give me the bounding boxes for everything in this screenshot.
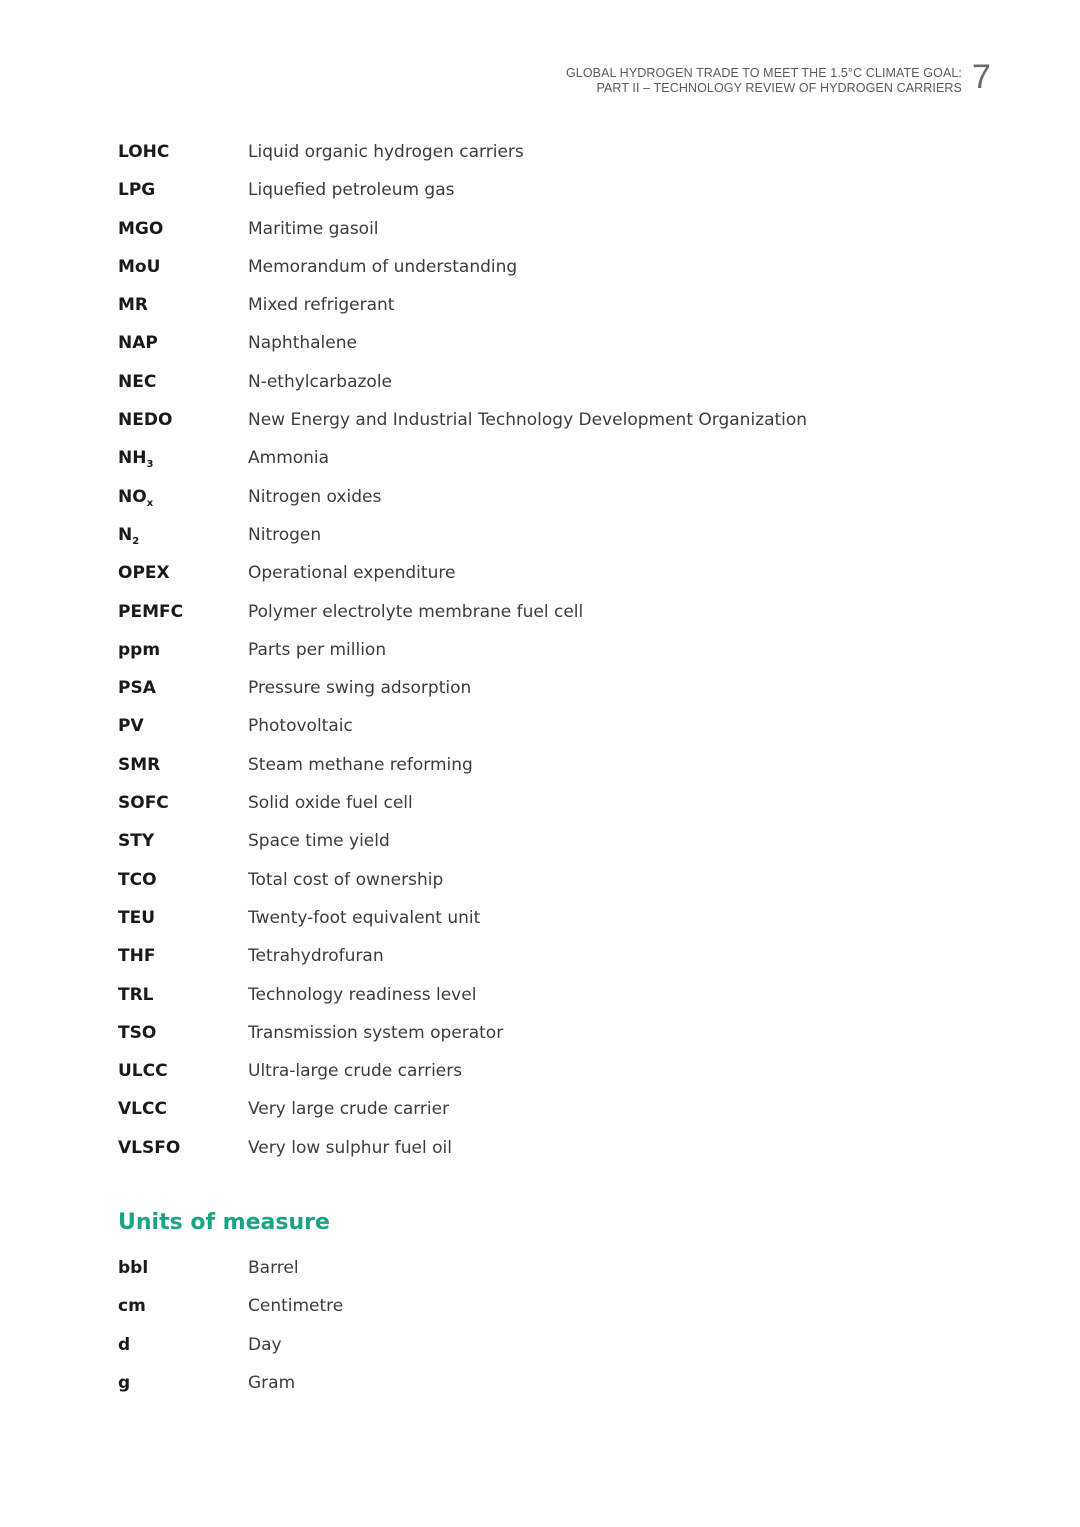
abbreviation-definition: Nitrogen bbox=[248, 524, 322, 545]
abbreviation-row bbox=[118, 289, 807, 327]
abbreviation-row bbox=[118, 979, 807, 1017]
abbreviation-definition: Photovoltaic bbox=[248, 716, 353, 737]
abbreviation-term bbox=[118, 481, 248, 513]
abbreviation-term-text: NEC bbox=[118, 371, 157, 392]
unit-row bbox=[118, 1329, 343, 1367]
abbreviation-row bbox=[118, 1055, 807, 1093]
unit-row bbox=[118, 1367, 343, 1405]
abbreviation-row bbox=[118, 251, 807, 289]
abbreviation-definition: Maritime gasoil bbox=[248, 218, 379, 239]
abbreviation-term-text: bbl bbox=[118, 1258, 149, 1278]
abbreviation-term-text: TEU bbox=[118, 907, 156, 928]
abbreviation-row bbox=[118, 825, 807, 863]
abbreviation-row bbox=[118, 672, 807, 710]
abbreviation-term bbox=[118, 213, 248, 245]
abbreviation-subscript: 3 bbox=[146, 459, 154, 471]
abbreviation-term bbox=[118, 519, 248, 551]
abbreviation-row bbox=[118, 174, 807, 212]
abbreviation-term-text: d bbox=[118, 1334, 131, 1355]
abbreviation-row bbox=[118, 940, 807, 978]
abbreviation-row bbox=[118, 1017, 807, 1055]
abbreviation-term bbox=[118, 404, 248, 436]
abbreviation-row bbox=[118, 1132, 807, 1170]
abbreviation-definition: Very large crude carrier bbox=[248, 1099, 450, 1120]
abbreviation-term bbox=[118, 1252, 248, 1284]
abbreviation-term bbox=[118, 710, 248, 742]
abbreviation-definition: Tetrahydrofuran bbox=[248, 946, 384, 967]
abbreviation-definition: Polymer electrolyte membrane fuel cell bbox=[248, 601, 584, 622]
abbreviation-term bbox=[118, 1017, 248, 1049]
abbreviation-definition: Solid oxide fuel cell bbox=[248, 793, 413, 814]
abbreviation-term bbox=[118, 749, 248, 781]
abbreviation-definition: Centimetre bbox=[248, 1296, 344, 1317]
abbreviation-term bbox=[118, 1055, 248, 1087]
abbreviation-row bbox=[118, 442, 807, 480]
abbreviation-row bbox=[118, 557, 807, 595]
abbreviation-term-text: SOFC bbox=[118, 793, 169, 814]
abbreviation-term bbox=[118, 902, 248, 934]
abbreviation-term bbox=[118, 825, 248, 857]
abbreviation-row bbox=[118, 710, 807, 748]
abbreviation-term bbox=[118, 979, 248, 1011]
abbreviations-list bbox=[118, 136, 807, 1170]
running-header-line-1: GLOBAL HYDROGEN TRADE TO MEET THE 1.5°C CLIMATE GOAL: bbox=[565, 66, 962, 80]
abbreviation-term-text: ULCC bbox=[118, 1061, 168, 1082]
abbreviation-definition: Transmission system operator bbox=[248, 1022, 504, 1043]
abbreviation-row bbox=[118, 864, 807, 902]
abbreviation-definition: Space time yield bbox=[248, 831, 390, 852]
abbreviation-row bbox=[118, 404, 807, 442]
abbreviation-term-text: VLCC bbox=[118, 1099, 167, 1120]
abbreviation-definition: Pressure swing adsorption bbox=[248, 678, 472, 699]
abbreviation-row bbox=[118, 902, 807, 940]
abbreviation-definition: Steam methane reforming bbox=[248, 754, 473, 775]
abbreviation-term-text: LOHC bbox=[118, 142, 170, 162]
abbreviation-definition: New Energy and Industrial Technology Development Organization bbox=[248, 410, 808, 431]
running-header bbox=[566, 66, 962, 96]
abbreviation-definition: Liquid organic hydrogen carriers bbox=[248, 142, 524, 162]
abbreviation-term bbox=[118, 174, 248, 206]
abbreviation-term-text: MGO bbox=[118, 218, 164, 239]
abbreviation-term-text: N bbox=[118, 524, 133, 545]
abbreviation-term-text: PV bbox=[118, 716, 144, 737]
abbreviation-term-text: PSA bbox=[118, 678, 156, 699]
abbreviation-term-text: TSO bbox=[118, 1022, 157, 1043]
units-of-measure-heading: Units of measure bbox=[118, 1210, 330, 1235]
abbreviation-term-text: NEDO bbox=[118, 410, 173, 431]
abbreviation-definition: Ultra-large crude carriers bbox=[248, 1061, 463, 1082]
abbreviation-term-text: OPEX bbox=[118, 563, 170, 584]
abbreviation-row bbox=[118, 213, 807, 251]
abbreviation-term-text: MoU bbox=[118, 256, 161, 277]
abbreviation-definition: Naphthalene bbox=[248, 333, 357, 354]
abbreviation-term-text: g bbox=[118, 1372, 131, 1393]
abbreviation-term bbox=[118, 634, 248, 666]
abbreviation-definition: Technology readiness level bbox=[248, 984, 477, 1005]
abbreviation-row bbox=[118, 366, 807, 404]
abbreviation-definition: Nitrogen oxides bbox=[248, 486, 382, 507]
abbreviation-row bbox=[118, 136, 807, 174]
abbreviation-term bbox=[118, 864, 248, 896]
units-of-measure-list bbox=[118, 1252, 343, 1405]
abbreviation-definition: N-ethylcarbazole bbox=[248, 371, 393, 392]
abbreviation-term-text: TCO bbox=[118, 869, 157, 890]
abbreviation-term-text: cm bbox=[118, 1296, 146, 1317]
abbreviation-definition: Ammonia bbox=[248, 448, 330, 469]
running-header-line-2: PART II – TECHNOLOGY REVIEW OF HYDROGEN CARRIERS bbox=[596, 81, 962, 95]
abbreviation-definition: Mixed refrigerant bbox=[248, 295, 395, 316]
abbreviation-definition: Very low sulphur fuel oil bbox=[248, 1137, 452, 1158]
abbreviation-term bbox=[118, 1367, 248, 1399]
abbreviation-term-text: THF bbox=[118, 946, 156, 967]
abbreviation-term-text: SMR bbox=[118, 754, 161, 775]
abbreviation-definition: Liquefied petroleum gas bbox=[248, 180, 455, 201]
abbreviation-definition: Twenty-foot equivalent unit bbox=[248, 907, 481, 928]
abbreviation-term-text: STY bbox=[118, 831, 155, 852]
abbreviation-term-text: VLSFO bbox=[118, 1137, 181, 1158]
unit-row bbox=[118, 1252, 343, 1290]
abbreviation-term bbox=[118, 940, 248, 972]
abbreviation-term bbox=[118, 442, 248, 474]
abbreviation-row bbox=[118, 787, 807, 825]
abbreviation-definition: Parts per million bbox=[248, 639, 387, 660]
abbreviation-row bbox=[118, 634, 807, 672]
abbreviation-term bbox=[118, 366, 248, 398]
abbreviation-term-text: ppm bbox=[118, 639, 161, 660]
abbreviation-term bbox=[118, 289, 248, 321]
abbreviation-term-text: NO bbox=[118, 486, 147, 507]
abbreviation-definition: Total cost of ownership bbox=[248, 869, 444, 890]
abbreviation-definition: Day bbox=[248, 1334, 282, 1355]
abbreviation-row bbox=[118, 481, 807, 519]
abbreviation-term-text: TRL bbox=[118, 984, 154, 1005]
abbreviation-term bbox=[118, 1329, 248, 1361]
abbreviation-row bbox=[118, 519, 807, 557]
abbreviation-subscript: 2 bbox=[132, 535, 140, 547]
abbreviation-term bbox=[118, 672, 248, 704]
abbreviation-term bbox=[118, 596, 248, 628]
abbreviation-term bbox=[118, 557, 248, 589]
abbreviation-term-text: LPG bbox=[118, 180, 156, 201]
abbreviation-definition: Gram bbox=[248, 1372, 296, 1393]
abbreviation-term bbox=[118, 1290, 248, 1322]
abbreviation-row bbox=[118, 596, 807, 634]
abbreviation-definition: Operational expenditure bbox=[248, 563, 456, 584]
abbreviation-row bbox=[118, 327, 807, 365]
abbreviation-term bbox=[118, 136, 248, 168]
abbreviation-subscript: x bbox=[146, 497, 154, 509]
unit-row bbox=[118, 1290, 343, 1328]
abbreviation-term bbox=[118, 1093, 248, 1125]
abbreviation-row bbox=[118, 1093, 807, 1131]
abbreviation-definition: Barrel bbox=[248, 1258, 299, 1278]
abbreviation-term bbox=[118, 251, 248, 283]
abbreviation-term-text: NAP bbox=[118, 333, 158, 354]
abbreviation-term-text: PEMFC bbox=[118, 601, 184, 622]
abbreviation-term bbox=[118, 787, 248, 819]
page-number: 7 bbox=[972, 58, 991, 96]
abbreviation-row bbox=[118, 749, 807, 787]
abbreviation-term-text: NH bbox=[118, 448, 147, 469]
abbreviation-term bbox=[118, 1132, 248, 1164]
abbreviation-term-text: MR bbox=[118, 295, 149, 316]
abbreviation-term bbox=[118, 327, 248, 359]
abbreviation-definition: Memorandum of understanding bbox=[248, 256, 518, 277]
